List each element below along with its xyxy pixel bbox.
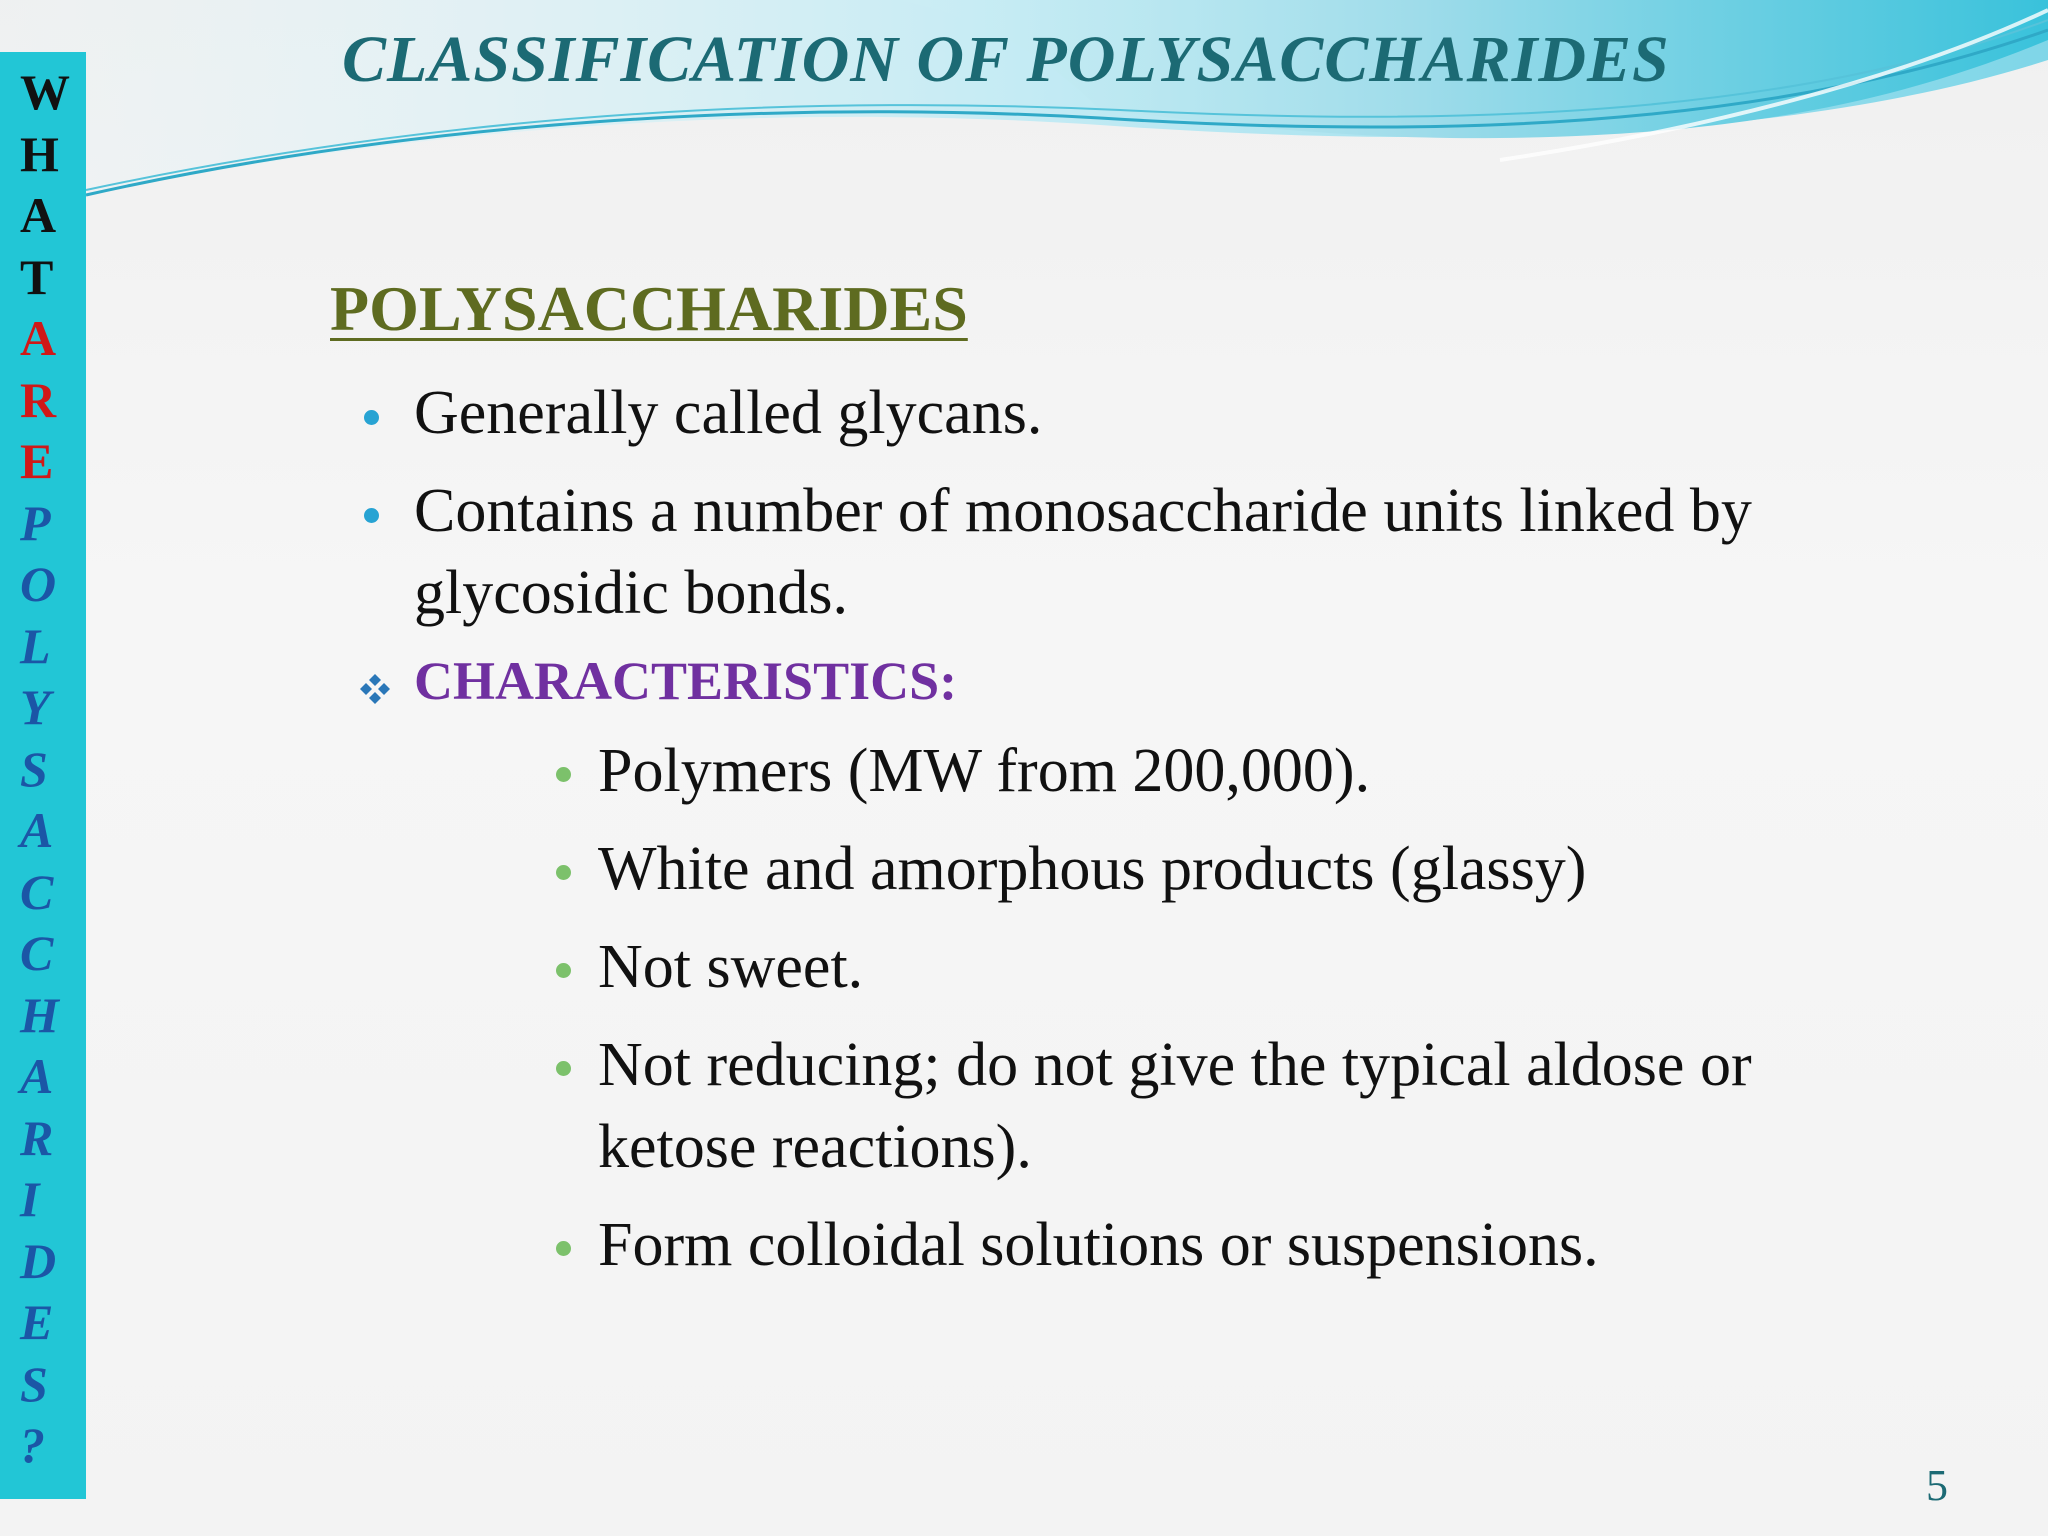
sidebar-letter: S: [20, 740, 48, 797]
round-dot-icon: [556, 963, 571, 978]
sidebar-letter: H: [20, 986, 59, 1043]
round-dot-icon: [364, 410, 379, 425]
sidebar-letter: C: [20, 925, 54, 981]
sidebar-letter: I: [20, 1171, 40, 1227]
bullet-monosaccharide-line2: glycosidic bonds.: [414, 559, 848, 627]
sidebar-letter: T: [20, 248, 54, 305]
round-dot-icon: [556, 1241, 571, 1256]
sidebar-vertical-text: [0, 62, 86, 1477]
bullet-glycans: Generally called glycans.: [414, 379, 1043, 447]
sidebar-letter: S: [20, 1355, 48, 1412]
sidebar-letter: H: [20, 125, 59, 182]
round-dot-icon: [556, 767, 571, 782]
sidebar-letter: ?: [20, 1417, 45, 1473]
sidebar-letter: P: [20, 494, 51, 551]
characteristic-not-sweet: Not sweet.: [598, 933, 864, 1001]
characteristics-heading: CHARACTERISTICS:: [414, 651, 958, 711]
sidebar-letter: O: [20, 556, 57, 612]
round-dot-icon: [556, 865, 571, 880]
characteristic-colloidal: Form colloidal solutions or suspensions.: [598, 1211, 1599, 1279]
sidebar-letter: A: [20, 1048, 54, 1104]
characteristic-not-reducing-line2: ketose reactions).: [598, 1113, 1032, 1181]
slide-title: CLASSIFICATION OF POLYSACCHARIDES: [342, 23, 1670, 96]
page-number: 5: [1926, 1461, 1948, 1510]
characteristic-polymers: Polymers (MW from 200,000).: [598, 737, 1371, 805]
sidebar-letter: A: [20, 310, 57, 366]
section-heading: POLYSACCHARIDES: [330, 273, 968, 344]
sidebar-letter: E: [20, 433, 54, 489]
round-dot-icon: [364, 508, 379, 523]
characteristic-not-reducing-line1: Not reducing; do not give the typical aldose or: [598, 1031, 1752, 1099]
round-dot-icon: [556, 1061, 571, 1076]
sidebar-letter: A: [20, 802, 54, 858]
sidebar-letter: R: [20, 371, 57, 428]
bullet-monosaccharide-line1: Contains a number of monosaccharide units linked by: [414, 477, 1752, 545]
sidebar-letter: A: [20, 187, 57, 243]
sidebar-letter: D: [20, 1232, 57, 1289]
sidebar-letter: Y: [20, 679, 51, 735]
sidebar-letter: E: [20, 1294, 54, 1350]
sidebar-letter: W: [20, 64, 70, 120]
characteristic-white-amorphous: White and amorphous products (glassy): [598, 835, 1587, 903]
sidebar-letter: L: [20, 617, 51, 674]
sidebar-letter: C: [20, 863, 54, 920]
four-diamond-icon: [358, 672, 392, 706]
sidebar-letter: R: [20, 1109, 54, 1166]
